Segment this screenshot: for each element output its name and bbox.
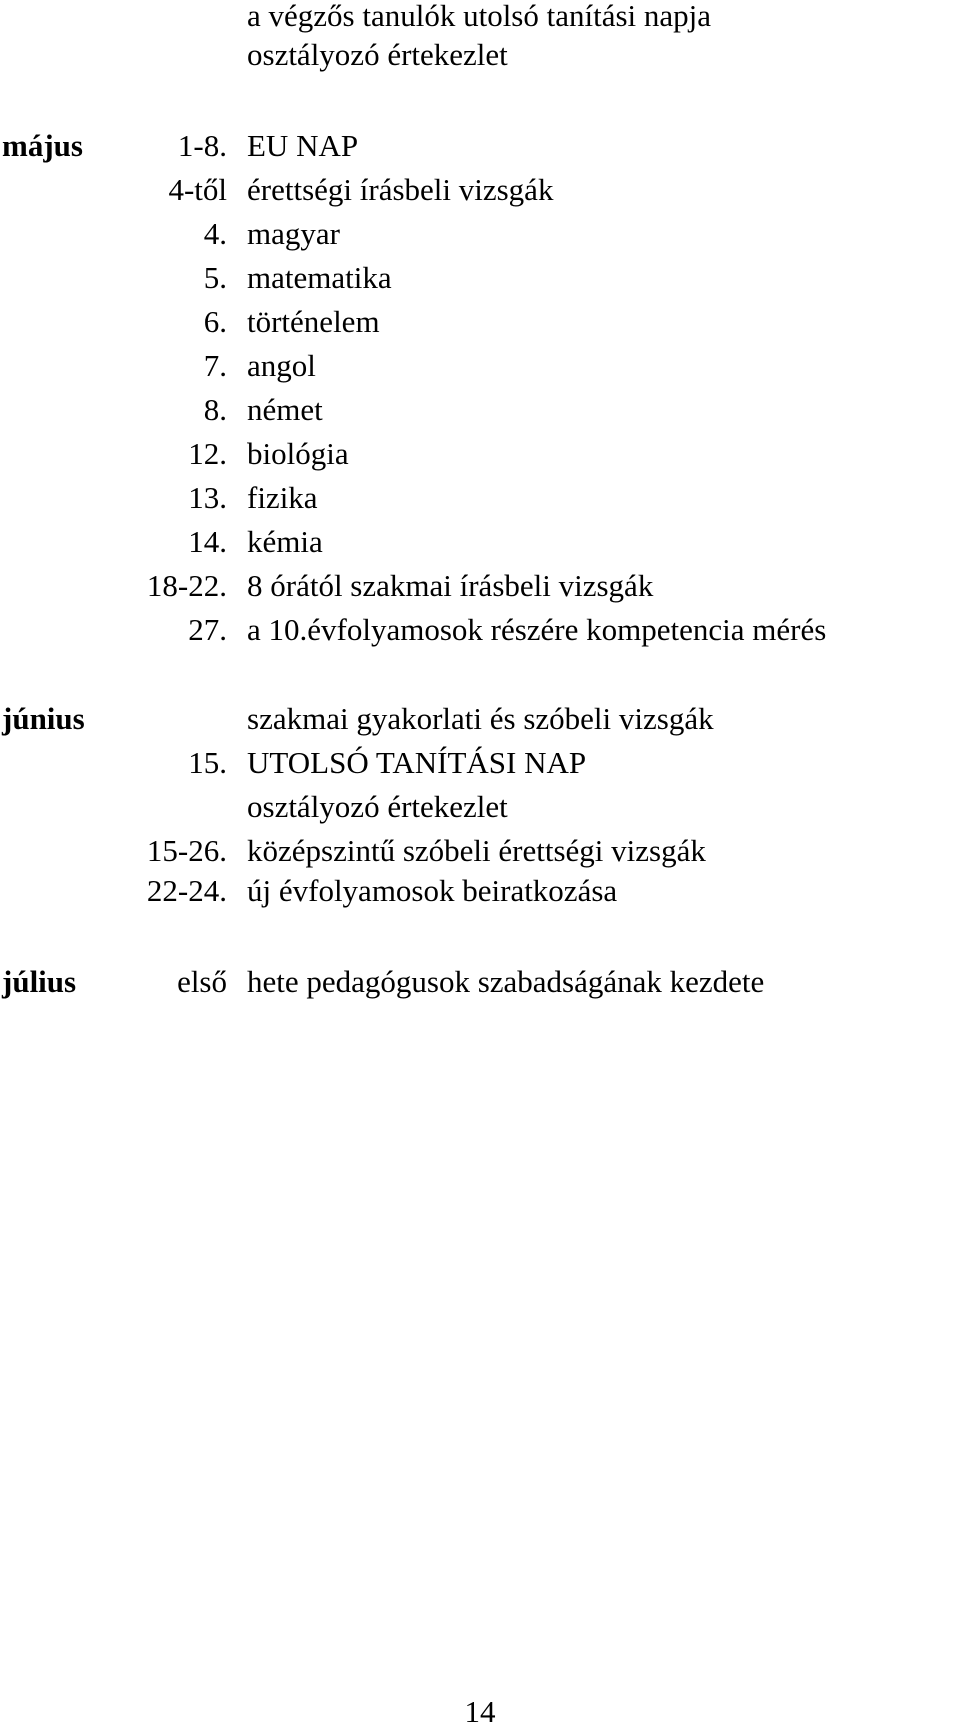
event-text: UTOLSÓ TANÍTÁSI NAP xyxy=(247,745,587,780)
date-label: 27. xyxy=(188,612,227,647)
date-label: 7. xyxy=(203,348,227,383)
event-text: osztályozó értekezlet xyxy=(247,789,508,824)
schedule-row xyxy=(0,960,960,1004)
date-label: 4. xyxy=(203,216,227,251)
event-text: német xyxy=(247,392,323,427)
schedule-row xyxy=(0,869,960,913)
event-text: érettségi írásbeli vizsgák xyxy=(247,172,554,207)
date-label: 4-től xyxy=(168,172,227,207)
date-label: 22-24. xyxy=(146,873,227,908)
schedule-row xyxy=(0,608,960,652)
date-label: 15-26. xyxy=(146,833,227,868)
month-label: július xyxy=(2,964,77,999)
page-number: 14 xyxy=(464,1694,496,1729)
date-label: 1-8. xyxy=(177,128,227,163)
schedule-row xyxy=(0,564,960,608)
event-text: szakmai gyakorlati és szóbeli vizsgák xyxy=(247,701,714,736)
event-text: történelem xyxy=(247,304,380,339)
date-label: 13. xyxy=(188,480,227,515)
date-label: első xyxy=(177,964,227,999)
schedule-row xyxy=(0,388,960,432)
schedule-row xyxy=(0,741,960,785)
schedule-row xyxy=(0,33,960,77)
event-text: kémia xyxy=(247,524,323,559)
event-text: fizika xyxy=(247,480,318,515)
schedule-row xyxy=(0,168,960,212)
date-label: 15. xyxy=(188,745,227,780)
date-label: 6. xyxy=(203,304,227,339)
date-label: 14. xyxy=(188,524,227,559)
event-text: angol xyxy=(247,348,316,383)
schedule-row xyxy=(0,300,960,344)
month-label: május xyxy=(2,128,83,163)
month-label: június xyxy=(2,701,85,736)
event-text: 8 órától szakmai írásbeli vizsgák xyxy=(247,568,654,603)
date-label: 12. xyxy=(188,436,227,471)
schedule-row xyxy=(0,785,960,829)
event-text: hete pedagógusok szabadságának kezdete xyxy=(247,964,765,999)
event-text: új évfolyamosok beiratkozása xyxy=(247,873,618,908)
date-label: 8. xyxy=(203,392,227,427)
event-text: EU NAP xyxy=(247,128,359,163)
schedule-row xyxy=(0,256,960,300)
schedule-row xyxy=(0,124,960,168)
schedule-row xyxy=(0,829,960,873)
schedule-row xyxy=(0,212,960,256)
date-label: 18-22. xyxy=(146,568,227,603)
event-text: magyar xyxy=(247,216,340,251)
schedule-row xyxy=(0,476,960,520)
event-text: biológia xyxy=(247,436,349,471)
event-text: a 10.évfolyamosok részére kompetencia mérés xyxy=(247,612,827,647)
event-text: osztályozó értekezlet xyxy=(247,37,508,72)
event-text: matematika xyxy=(247,260,392,295)
date-label: 5. xyxy=(203,260,227,295)
schedule-row xyxy=(0,344,960,388)
schedule-row xyxy=(0,697,960,741)
schedule-row xyxy=(0,432,960,476)
event-text: a végzős tanulók utolsó tanítási napja xyxy=(247,0,712,33)
event-text: középszintű szóbeli érettségi vizsgák xyxy=(247,833,706,868)
schedule-row xyxy=(0,520,960,564)
